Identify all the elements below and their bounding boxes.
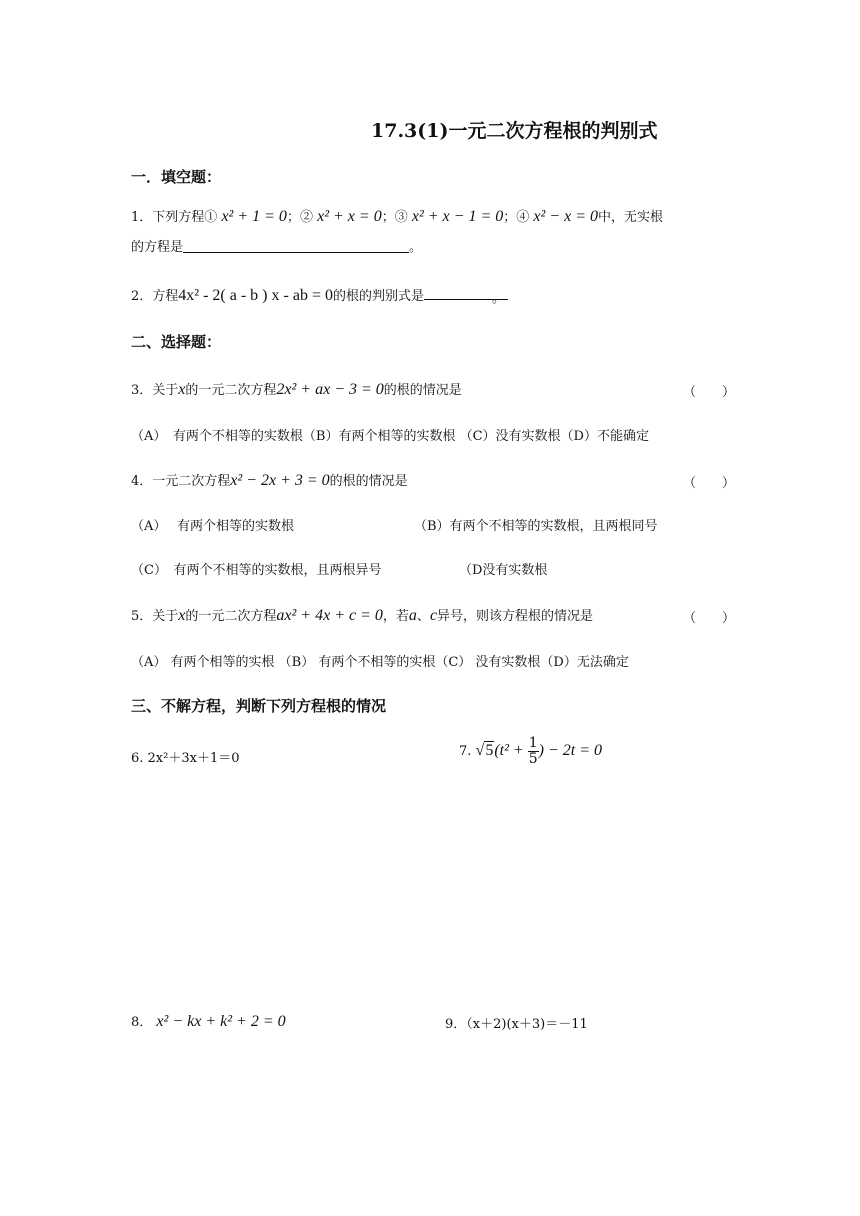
q3-equation: 2x² + ax − 3 = 0 xyxy=(276,381,384,398)
q7-fraction-numerator: 1 xyxy=(528,735,538,751)
question-4 xyxy=(131,470,408,490)
q8-equation: x² − kx + k² + 2 = 0 xyxy=(156,1013,286,1030)
question-1 xyxy=(131,206,663,226)
q7-sqrt: 5 xyxy=(485,742,494,759)
question-7: 7. √5(t² + $\frac{1}{5}$ ) − 2t = 0 xyxy=(459,735,602,767)
question-8 xyxy=(131,1011,286,1031)
q4-option-b: （B）有两个不相等的实数根，且两根同号 xyxy=(414,519,658,534)
question-9: 9．（x＋2)(x＋3)＝－11 xyxy=(445,1017,588,1032)
question-6: 6. 2x²＋3x＋1＝0 xyxy=(131,751,240,766)
q5-prefix: 5．关于 xyxy=(131,609,179,624)
question-2 xyxy=(131,285,508,305)
q4-answer-paren[interactable]: （ ） xyxy=(683,476,736,491)
q4-suffix: 的根的情况是 xyxy=(329,474,408,489)
q3-answer-paren[interactable]: （ ） xyxy=(683,385,736,400)
q5-mid2: ，若 xyxy=(382,609,409,624)
question-5 xyxy=(131,605,593,625)
q1-eq3: x² + x − 1 = 0 xyxy=(411,208,504,225)
q2-prefix: 方程 xyxy=(152,289,179,304)
q5-dot: 、 xyxy=(416,609,430,624)
q7-fraction-denominator: 5 xyxy=(528,751,538,767)
q5-a: a xyxy=(408,607,417,624)
q1-sep2: ；② xyxy=(286,210,313,225)
q5-var: x xyxy=(178,607,186,624)
q7-number: 7. xyxy=(459,744,472,759)
q1-end: 。 xyxy=(409,240,423,255)
q3-mid: 的一元二次方程 xyxy=(185,383,277,398)
section-judge-heading: 三、不解方程，判断下列方程根的情况 xyxy=(131,697,387,715)
question-3 xyxy=(131,379,462,399)
q7-fraction xyxy=(528,736,539,767)
q4-option-d: （D没有实数根 xyxy=(459,563,548,578)
q1-number: 1． xyxy=(131,210,153,225)
question-1-line2 xyxy=(131,236,422,255)
q4-equation: x² − 2x + 3 = 0 xyxy=(230,472,330,489)
q1-eq4: x² − x = 0 xyxy=(533,208,598,225)
q5-mid: 的一元二次方程 xyxy=(185,609,277,624)
q2-suffix: 的根的判别式是 xyxy=(332,289,424,304)
q5-suffix: 异号，则该方程根的情况是 xyxy=(437,609,594,624)
q4-prefix: 4．一元二次方程 xyxy=(131,474,231,489)
q7-open: (t² + xyxy=(494,742,528,759)
q1-suffix: 中，无实根 xyxy=(597,210,663,225)
q1-sep3: ；③ xyxy=(381,210,408,225)
q1-sep4: ；④ xyxy=(503,210,530,225)
q1-eq2: x² + x = 0 xyxy=(317,208,382,225)
q4-option-a: （A） 有两个相等的实数根 xyxy=(131,519,295,534)
q2-number: 2． xyxy=(131,289,153,304)
q2-end: 。 xyxy=(491,291,505,306)
answer-blank-2[interactable] xyxy=(424,287,508,306)
section-fill-heading: 一．填空题： xyxy=(131,168,222,186)
q8-number: 8． xyxy=(131,1015,153,1030)
q7-close: ) − 2t = 0 xyxy=(538,742,602,759)
q5-c: c xyxy=(429,607,438,624)
q5-answer-paren[interactable]: （ ） xyxy=(683,611,736,626)
section-choice-heading: 二、选择题： xyxy=(131,333,222,351)
page-title: 17.3(1)一元二次方程根的判别式 xyxy=(371,120,658,142)
q3-prefix: 3．关于 xyxy=(131,383,179,398)
q5-options: （A） 有两个相等的实根 （B） 有两个不相等的实根（C） 没有实数根（D）无法确定 xyxy=(131,655,629,670)
q1-eq1: x² + 1 = 0 xyxy=(221,208,287,225)
q4-option-c: （C） 有两个不相等的实数根，且两根异号 xyxy=(131,563,382,578)
answer-blank-1[interactable] xyxy=(183,240,409,253)
q5-equation: ax² + 4x + c = 0 xyxy=(276,607,383,624)
q2-equation: 4x² - 2( a - b ) x - ab = 0 xyxy=(178,287,333,304)
q3-options: （A） 有两个不相等的实数根（B）有两个相等的实数根 （C）没有实数根（D）不能确定 xyxy=(131,429,649,444)
q3-var: x xyxy=(178,381,186,398)
q1-prefix: 下列方程① xyxy=(152,210,218,225)
q3-suffix: 的根的情况是 xyxy=(383,383,462,398)
q1-line2: 的方程是 xyxy=(131,240,184,255)
